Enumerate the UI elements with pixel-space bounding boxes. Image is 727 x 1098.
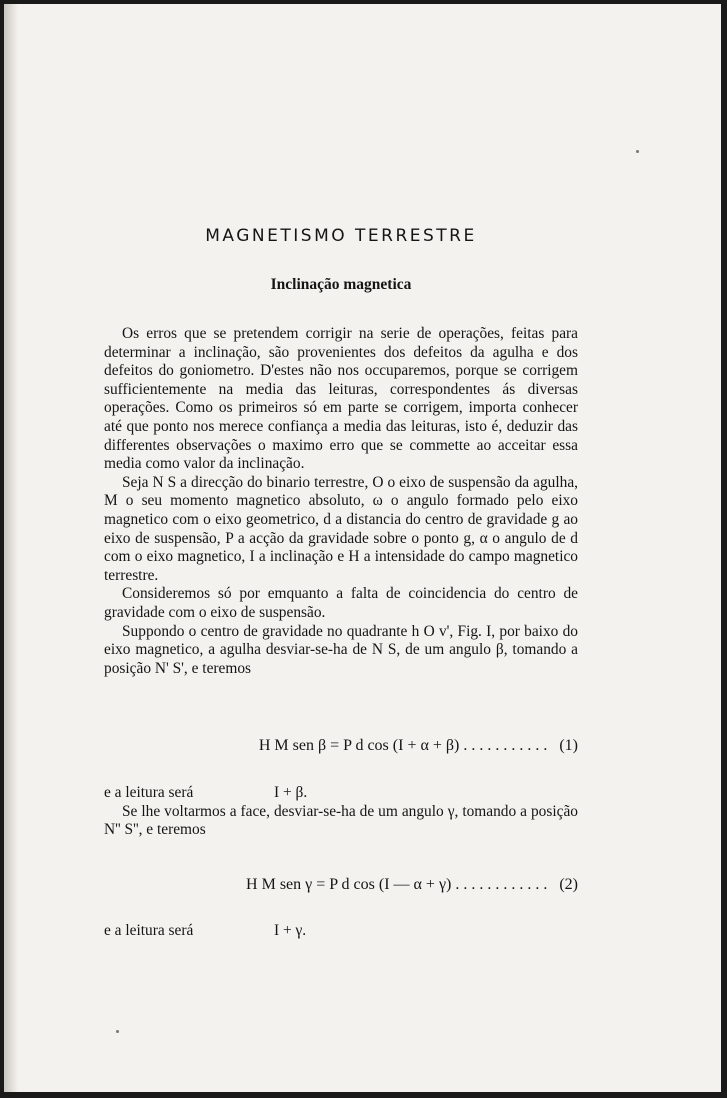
equation-1-number: (1) bbox=[559, 737, 578, 754]
equation-2 bbox=[104, 876, 578, 894]
reading-1 bbox=[104, 784, 578, 803]
reading-1-value: I + β. bbox=[274, 784, 308, 801]
reading-2-label: e a leitura será bbox=[104, 922, 194, 939]
page-edge-shadow bbox=[4, 4, 18, 1092]
body-text bbox=[104, 325, 578, 678]
reading-2-value: I + γ. bbox=[274, 922, 307, 939]
page-title: MAGNETISMO TERRESTRE bbox=[205, 226, 477, 246]
speck bbox=[636, 150, 639, 153]
equation-2-expression: H M sen γ = P d cos (I — α + γ) . . . . . . . . . . . . bbox=[246, 876, 548, 893]
document-page bbox=[4, 4, 721, 1092]
reading-2 bbox=[104, 922, 578, 941]
paragraph-5: Se lhe voltarmos a face, desviar-se-ha de um angulo γ, tomando a posição N'' S'', e teremos bbox=[104, 802, 578, 839]
reading-block-1 bbox=[104, 784, 578, 840]
equation-1 bbox=[104, 737, 578, 755]
paragraph-3: Consideremos só por emquanto a falta de coincidencia do centro de gravidade com o eixo de suspensão. bbox=[104, 585, 578, 621]
paragraph-4: Suppondo o centro de gravidade no quadrante h O v', Fig. I, por baixo do eixo magnetico, a agulha desviar-se-ha de N S, de um angulo β, tomando a posição N' S', e teremos bbox=[104, 622, 578, 677]
equation-1-expression: H M sen β = P d cos (I + α + β) . . . . . . . . . . . bbox=[258, 737, 548, 754]
paragraph-2: Seja N S a direcção do binario terrestre, O o eixo de suspensão da agulha, M o seu momento magnetico absoluto, ω o angulo formado pelo eixo magnetico com o eixo geometrico, d a distancia do centro de gravidade g ao eixo de suspensão, P a acção da gravidade sobre o ponto g, α o angulo de d com o eixo magnetico, I a inclinação e H a intensidade do campo magnetico terrestre. bbox=[104, 473, 578, 584]
equation-2-number: (2) bbox=[559, 876, 578, 893]
paragraph-1: Os erros que se pretendem corrigir na serie de operações, feitas para determinar a inclinação, são provenientes dos defeitos da agulha e dos defeitos do goniometro. D'estes não nos occuparemos, porque se corrigem sufficientemente na media das leituras, correspondentes ás diversas operações. Como os primeiros só em parte se corrigem, importa conhecer até que ponto nos merece confiança a media das leituras, isto é, deduzir das differentes observações o maximo erro que se commette ao acceitar essa media como valor da inclinação. bbox=[104, 325, 578, 473]
section-subtitle: Inclinação magnetica bbox=[270, 276, 412, 293]
speck bbox=[116, 1030, 119, 1033]
reading-block-2 bbox=[104, 922, 578, 941]
reading-1-label: e a leitura será bbox=[104, 784, 194, 801]
